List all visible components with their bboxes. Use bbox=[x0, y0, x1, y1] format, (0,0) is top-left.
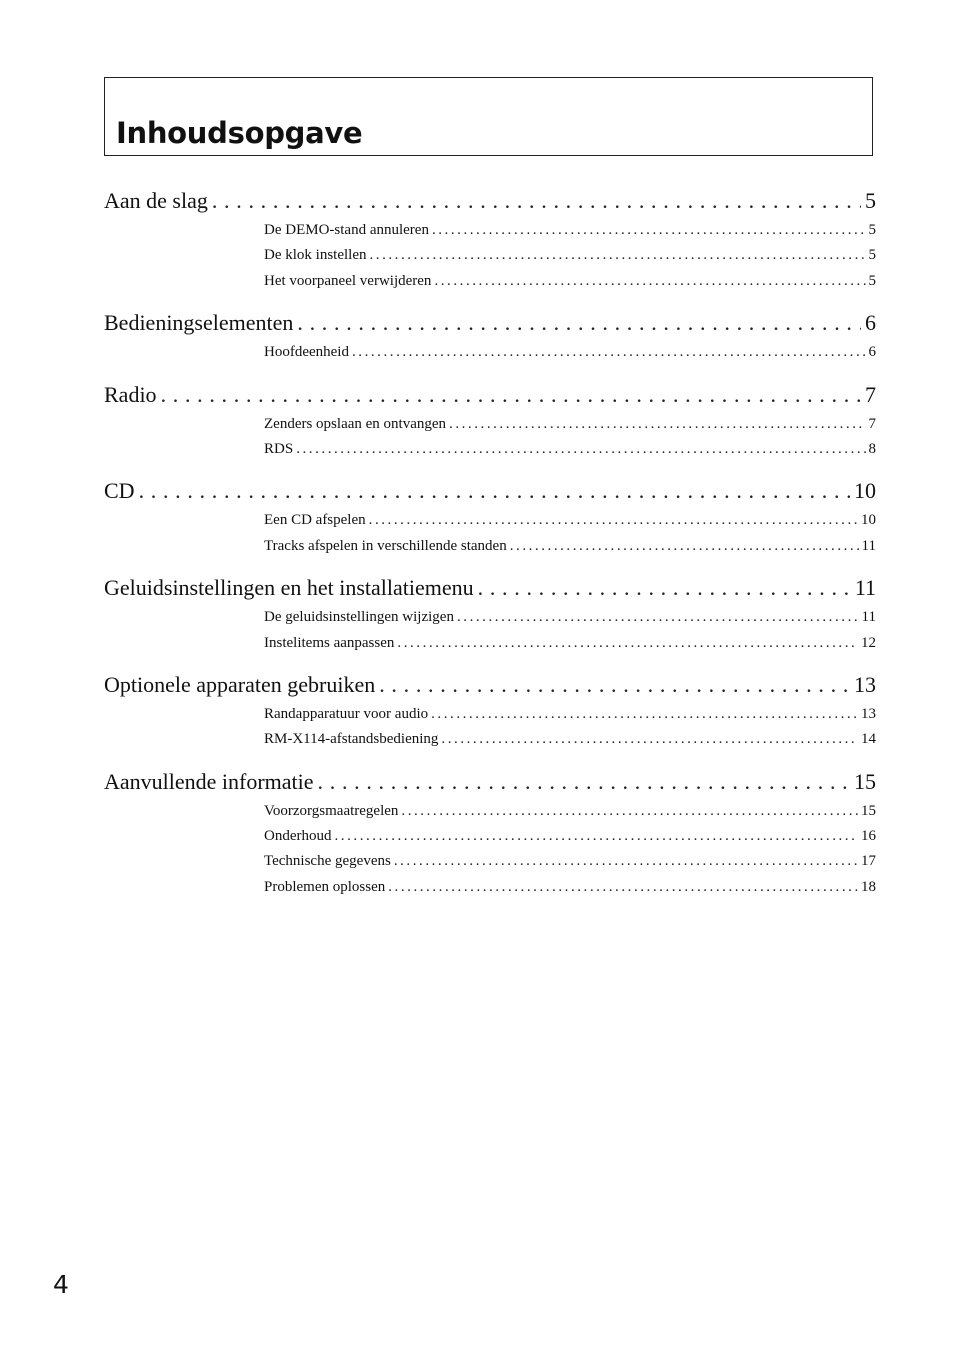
toc-subentry-page: 14 bbox=[861, 731, 876, 748]
toc-subentries bbox=[264, 605, 876, 656]
dot-leader bbox=[449, 412, 865, 437]
toc-subentry[interactable] bbox=[264, 508, 876, 533]
table-of-contents bbox=[104, 186, 876, 914]
toc-subentry-page: 17 bbox=[861, 853, 876, 870]
toc-subentry-title: Problemen oplossen bbox=[264, 878, 386, 895]
dot-leader bbox=[318, 767, 850, 797]
toc-section bbox=[104, 670, 876, 753]
toc-subentry[interactable] bbox=[264, 799, 876, 824]
toc-subentry[interactable] bbox=[264, 631, 876, 656]
toc-subentries bbox=[264, 702, 876, 753]
toc-entry-title: Geluidsinstellingen en het installatiemenu bbox=[104, 575, 474, 601]
dot-leader bbox=[441, 727, 858, 752]
dot-leader bbox=[335, 824, 859, 849]
dot-leader bbox=[394, 849, 858, 874]
toc-subentry-title: De DEMO-stand annuleren bbox=[264, 222, 429, 238]
toc-section bbox=[104, 573, 876, 656]
toc-subentries bbox=[264, 340, 876, 365]
toc-entry[interactable] bbox=[104, 573, 876, 603]
toc-subentry-title: De klok instellen bbox=[264, 247, 367, 264]
toc-subentry[interactable] bbox=[264, 534, 876, 559]
dot-leader bbox=[434, 269, 865, 294]
toc-subentry-title: Een CD afspelen bbox=[264, 512, 366, 529]
toc-subentry-title: Hoofdeenheid bbox=[264, 344, 349, 361]
dot-leader bbox=[369, 508, 858, 533]
toc-subentry[interactable] bbox=[264, 849, 876, 874]
toc-section bbox=[104, 186, 876, 294]
dot-leader bbox=[388, 875, 858, 900]
toc-subentry-page: 6 bbox=[868, 344, 876, 361]
toc-subentry-page: 8 bbox=[868, 440, 876, 457]
toc-entry-title: Aanvullende informatie bbox=[104, 768, 314, 794]
toc-subentry-title: Tracks afspelen in verschillende standen bbox=[264, 537, 507, 554]
toc-subentry[interactable] bbox=[264, 437, 876, 462]
toc-entry[interactable] bbox=[104, 476, 876, 506]
page-number: 4 bbox=[53, 1270, 69, 1299]
toc-subentry-page: 5 bbox=[868, 247, 876, 264]
toc-subentry-page: 5 bbox=[868, 222, 876, 238]
dot-leader bbox=[297, 308, 861, 338]
toc-entry-title: Bedieningselementen bbox=[104, 310, 294, 336]
toc-entry-page: 11 bbox=[854, 575, 876, 601]
dot-leader bbox=[431, 702, 858, 727]
toc-entry-page: 15 bbox=[854, 768, 876, 794]
toc-section bbox=[104, 767, 876, 901]
toc-section bbox=[104, 308, 876, 365]
toc-subentry-page: 18 bbox=[861, 878, 876, 895]
toc-subentry[interactable] bbox=[264, 269, 876, 294]
page-title: Inhoudsopgave bbox=[116, 116, 363, 150]
dot-leader bbox=[161, 380, 861, 410]
toc-subentry[interactable] bbox=[264, 605, 876, 630]
toc-entry-page: 13 bbox=[854, 671, 876, 697]
dot-leader bbox=[397, 631, 858, 656]
toc-subentry-title: RM-X114-afstandsbediening bbox=[264, 731, 439, 748]
toc-subentry-page: 13 bbox=[861, 705, 876, 722]
toc-entry[interactable] bbox=[104, 380, 876, 410]
toc-subentry-title: Voorzorgsmaatregelen bbox=[264, 802, 399, 819]
toc-subentry-page: 11 bbox=[861, 537, 876, 554]
toc-entry-title: Radio bbox=[104, 381, 157, 407]
dot-leader bbox=[139, 476, 850, 506]
dot-leader bbox=[379, 670, 850, 700]
toc-subentries bbox=[264, 799, 876, 901]
toc-subentry[interactable] bbox=[264, 218, 876, 243]
toc-entry-page: 6 bbox=[865, 310, 876, 336]
toc-subentry[interactable] bbox=[264, 340, 876, 365]
toc-entry-page: 5 bbox=[865, 188, 876, 213]
toc-subentry[interactable] bbox=[264, 824, 876, 849]
toc-subentry-title: Onderhoud bbox=[264, 828, 332, 845]
toc-section bbox=[104, 380, 876, 463]
dot-leader bbox=[478, 573, 851, 603]
title-box bbox=[104, 77, 873, 156]
toc-subentry-page: 7 bbox=[868, 415, 876, 432]
toc-subentries bbox=[264, 508, 876, 559]
toc-subentry-page: 5 bbox=[868, 272, 876, 289]
toc-entry[interactable] bbox=[104, 767, 876, 797]
toc-subentry[interactable] bbox=[264, 702, 876, 727]
toc-subentry[interactable] bbox=[264, 875, 876, 900]
toc-subentry-page: 11 bbox=[861, 609, 876, 626]
dot-leader bbox=[352, 340, 866, 365]
toc-entry[interactable] bbox=[104, 670, 876, 700]
toc-subentry-title: Randapparatuur voor audio bbox=[264, 705, 429, 722]
dot-leader bbox=[401, 799, 858, 824]
toc-subentry-title: Technische gegevens bbox=[264, 853, 391, 870]
toc-entry-page: 7 bbox=[865, 381, 876, 407]
toc-subentry-page: 12 bbox=[861, 634, 876, 651]
toc-subentry[interactable] bbox=[264, 727, 876, 752]
toc-entry[interactable] bbox=[104, 186, 876, 216]
dot-leader bbox=[457, 605, 859, 630]
dot-leader bbox=[296, 437, 865, 462]
dot-leader bbox=[212, 186, 861, 216]
toc-entry-page: 10 bbox=[854, 478, 876, 504]
toc-subentry-page: 15 bbox=[861, 802, 876, 819]
toc-entry-title: CD bbox=[104, 478, 135, 504]
toc-subentry-title: Het voorpaneel verwijderen bbox=[264, 272, 432, 289]
toc-section bbox=[104, 476, 876, 559]
toc-subentry-title: Zenders opslaan en ontvangen bbox=[264, 415, 447, 432]
toc-entry-title: Aan de slag bbox=[104, 188, 208, 213]
dot-leader bbox=[510, 534, 859, 559]
toc-subentry-page: 16 bbox=[861, 828, 876, 845]
toc-subentry[interactable] bbox=[264, 243, 876, 268]
toc-subentry-title: De geluidsinstellingen wijzigen bbox=[264, 609, 454, 626]
toc-subentry-title: Instelitems aanpassen bbox=[264, 634, 395, 651]
toc-subentry-title: RDS bbox=[264, 440, 294, 457]
dot-leader bbox=[432, 218, 866, 243]
toc-subentry[interactable] bbox=[264, 412, 876, 437]
toc-entry[interactable] bbox=[104, 308, 876, 338]
toc-subentry-page: 10 bbox=[861, 512, 876, 529]
toc-entry-title: Optionele apparaten gebruiken bbox=[104, 671, 376, 697]
toc-subentries bbox=[264, 218, 876, 294]
toc-subentries bbox=[264, 412, 876, 463]
dot-leader bbox=[369, 243, 865, 268]
